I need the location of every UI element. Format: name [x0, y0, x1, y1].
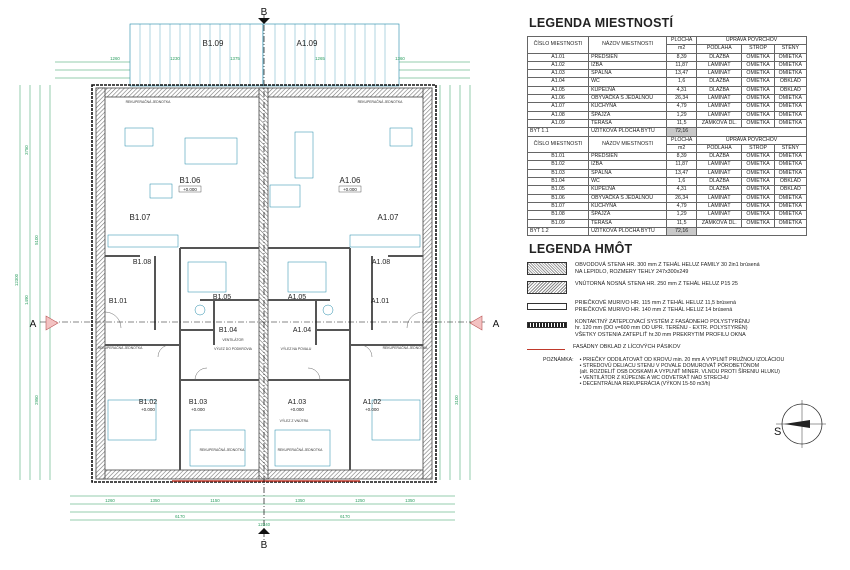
table-cell: OMIETKA: [774, 219, 806, 227]
dim-side: 5100: [34, 235, 39, 245]
compass-label: S: [774, 426, 782, 438]
dim-side: 3100: [454, 395, 459, 405]
table-cell: IZBA: [589, 161, 667, 169]
section-mark-a-right: A: [492, 319, 500, 330]
cladding-swatch: [527, 349, 565, 350]
dim-bottom-total: 6170: [340, 514, 350, 519]
dim-side: 2950: [34, 395, 39, 405]
table-cell: ÚPRAVA POVRCHOV: [697, 136, 807, 144]
table-cell: OMIETKA: [742, 169, 774, 177]
table-cell: OMIETKA: [742, 219, 774, 227]
table-cell: LAMINÁT: [697, 194, 742, 202]
table-cell: 1,29: [667, 111, 697, 119]
dim-top: 1260: [110, 56, 120, 61]
table-row: [528, 186, 807, 194]
table-cell: NÁZOV MIESTNOSTI: [589, 37, 667, 54]
table-cell: OMIETKA: [742, 119, 774, 127]
table-row: [528, 86, 807, 94]
room-label: A1.01: [370, 298, 390, 305]
table-cell: LAMINÁT: [697, 111, 742, 119]
dim-top: 1265: [315, 56, 325, 61]
legend-panel: [527, 10, 842, 388]
plan-note: VENTILÁTOR: [222, 338, 244, 342]
dim-bottom: 1350: [295, 498, 305, 503]
table-total-row: [528, 227, 807, 235]
room-label: B1.06: [179, 176, 201, 185]
materials-legend-title: LEGENDA HMÔT: [529, 242, 633, 257]
table-cell: OMIETKA: [742, 186, 774, 194]
dim-bottom: 1260: [105, 498, 115, 503]
table-cell: OMIETKA: [774, 119, 806, 127]
note-item: • VENTILÁTOR Z KÚPEĽNE A WC ODVETRAŤ NAD STRECHU: [579, 375, 729, 382]
insulation-swatch: [527, 322, 567, 328]
table-cell: WC: [589, 78, 667, 86]
table-cell: OMIETKA: [742, 95, 774, 103]
room-label: A1.09: [296, 39, 318, 48]
table-row: [528, 178, 807, 186]
table-cell: ČÍSLO MIESTNOSTI: [528, 37, 589, 54]
room-level: +0.000: [183, 187, 197, 192]
table-cell: 11,87: [667, 161, 697, 169]
table-cell: ŠPAJZA: [589, 111, 667, 119]
table-cell: OMIETKA: [774, 169, 806, 177]
material-row: [527, 300, 842, 313]
table-cell: ZÁMKOVÁ DL.: [697, 119, 742, 127]
note-text: STREDOVÚ DELIACU STENU V POVALE DOMUROVAŤ PÓROBETÓNOM (alt. ROZDELIŤ OSB DOSKAMI A VYPLNIŤ MINER. VLNOU PROTI ŠÍRENIU HLUKU): [579, 362, 780, 375]
table-cell: 4,79: [667, 202, 697, 210]
table-cell: 26,34: [667, 95, 697, 103]
table-cell: OMIETKA: [774, 103, 806, 111]
section-mark-a-left: A: [29, 319, 37, 330]
dim-bottom: 1250: [355, 498, 365, 503]
table-cell: ZÁMKOVÁ DL.: [697, 219, 742, 227]
table-cell: LAMINÁT: [697, 202, 742, 210]
room-label: A1.07: [377, 213, 399, 222]
table-cell: OMIETKA: [774, 111, 806, 119]
table-cell: OMIETKA: [742, 211, 774, 219]
plan-note: REKUPERAČNÁ JEDNOTKA: [382, 346, 428, 350]
table-row: [528, 95, 807, 103]
table-cell: LAMINÁT: [697, 70, 742, 78]
room-label: A1.04: [292, 327, 312, 334]
table-cell: ÚPRAVA POVRCHOV: [697, 37, 807, 45]
exterior-wall-swatch: [527, 262, 567, 275]
notes-list: [580, 357, 785, 388]
table-cell: A1.02: [528, 61, 589, 69]
table-cell: 1,6: [667, 78, 697, 86]
plan-note: VÝLEZ DO PODKROVIA: [214, 347, 252, 351]
note-text: VENTILÁTOR Z KÚPEĽNE A WC ODVETRAŤ NAD STRECHU: [582, 375, 729, 382]
note-text: DECENTRÁLNA REKUPERÁCIA (VÝKON 15-50 m3/h): [582, 381, 711, 388]
table-cell: KÚPEĽŇA: [589, 86, 667, 94]
compass-needle: [784, 420, 810, 428]
table-cell: B1.05: [528, 186, 589, 194]
table-cell: KÚPEĽŇA: [589, 186, 667, 194]
table-cell: 4,31: [667, 86, 697, 94]
table-row: [528, 119, 807, 127]
table-header-row: [528, 136, 807, 144]
material-row: [527, 262, 842, 275]
table-cell: OBÝVAČKA S JEDÁLŇOU: [589, 95, 667, 103]
table-cell: ŠPAJZA: [589, 211, 667, 219]
table-cell: PREDSIEŇ: [589, 153, 667, 161]
table-cell: LAMINÁT: [697, 211, 742, 219]
material-text: KONTAKTNÝ ZATEPĽOVACÍ SYSTÉM Z FASÁDNEHO POLYSTYRÉNU hr. 120 mm (DO v=600 mm OD UPR. TERÉNU - EXTR. POLYSTYRÉN) VŠETKY OSTENIA ZATEPLIŤ hr.30 mm PREKRYTIM PROFILU OKNA: [575, 318, 750, 338]
table-cell: OMIETKA: [774, 70, 806, 78]
table-row: [528, 78, 807, 86]
dim-bottom: 1150: [210, 498, 220, 503]
table-cell: IZBA: [589, 61, 667, 69]
table-cell: 1,29: [667, 211, 697, 219]
table-cell: LAMINÁT: [697, 95, 742, 103]
table-row: [528, 219, 807, 227]
dim-side: 12300: [14, 273, 19, 287]
room-label: A1.03: [287, 399, 307, 406]
table-row: [528, 103, 807, 111]
table-cell: 1,6: [667, 178, 697, 186]
table-cell: OMIETKA: [742, 53, 774, 61]
table-cell: 26,34: [667, 194, 697, 202]
table-cell: PLOCHA: [667, 136, 697, 144]
table-cell: A1.04: [528, 78, 589, 86]
table-cell: STENY: [774, 144, 806, 152]
rooms-legend-title: LEGENDA MIESTNOSTÍ: [529, 16, 674, 30]
load-wall-swatch: [527, 281, 567, 294]
note-item: • STREDOVÚ DELIACU STENU V POVALE DOMUROVAŤ PÓROBETÓNOM (alt. ROZDELIŤ OSB DOSKAMI A VYPLNIŤ MINER. VLNOU PROTI ŠÍRENIU HLUKU): [579, 362, 780, 375]
table-cell: 8,39: [667, 153, 697, 161]
table-cell: 72,16: [667, 227, 697, 235]
table-cell: [697, 128, 807, 136]
room-label: A1.05: [287, 294, 307, 301]
table-cell: A1.05: [528, 86, 589, 94]
table-cell: OMIETKA: [742, 111, 774, 119]
room-label: B1.01: [108, 298, 128, 305]
dim-bottom: 1350: [405, 498, 415, 503]
room-label: A1.02: [362, 399, 382, 406]
table-cell: m2: [667, 144, 697, 152]
room-label: B1.09: [202, 39, 224, 48]
plan-note: REKUPERAČNÁ JEDNOTKA: [125, 100, 171, 104]
section-mark-b-top: B: [260, 7, 268, 18]
table-row: [528, 53, 807, 61]
rooms-table: [527, 36, 807, 236]
table-cell: 8,39: [667, 53, 697, 61]
table-cell: OMIETKA: [742, 103, 774, 111]
material-text: FASÁDNY OBKLAD Z LÍCOVÝCH PÁSIKOV: [573, 344, 681, 351]
table-cell: B1.06: [528, 194, 589, 202]
table-cell: DLAŽBA: [697, 86, 742, 94]
plan-note: VÝLEZ NA POVALU: [280, 347, 312, 351]
table-cell: B1.03: [528, 169, 589, 177]
room-label: B1.02: [138, 399, 158, 406]
dim-top: 1360: [395, 56, 405, 61]
table-cell: 11,5: [667, 219, 697, 227]
table-header-row: [528, 37, 807, 45]
table-cell: [697, 227, 807, 235]
table-cell: ČÍSLO MIESTNOSTI: [528, 136, 589, 153]
table-cell: OMIETKA: [742, 178, 774, 186]
table-cell: TERASA: [589, 219, 667, 227]
table-cell: STENY: [774, 45, 806, 53]
table-cell: OBKLAD: [774, 86, 806, 94]
table-cell: PREDSIEŇ: [589, 53, 667, 61]
room-label: B1.03: [188, 399, 208, 406]
table-cell: DLAŽBA: [697, 186, 742, 194]
room-label: B1.05: [212, 294, 232, 301]
dim-top: 1375: [230, 56, 240, 61]
north-arrow: [770, 398, 830, 463]
table-cell: BYT 1.1: [528, 128, 589, 136]
table-cell: B1.01: [528, 153, 589, 161]
material-text: VNÚTORNÁ NOSNÁ STENA HR. 250 mm Z TEHÁL HELUZ P15 25: [575, 281, 738, 288]
table-cell: OMIETKA: [774, 53, 806, 61]
table-cell: DLAŽBA: [697, 78, 742, 86]
terrace-a: [263, 24, 399, 86]
material-row: [527, 344, 842, 350]
room-level: +0.000: [141, 407, 155, 412]
table-cell: 13,47: [667, 70, 697, 78]
table-cell: TERASA: [589, 119, 667, 127]
table-cell: DLAŽBA: [697, 153, 742, 161]
table-cell: A1.07: [528, 103, 589, 111]
table-cell: OMIETKA: [742, 78, 774, 86]
table-cell: OMIETKA: [774, 95, 806, 103]
table-cell: OMIETKA: [774, 194, 806, 202]
plan-note: REKUPERAČNÁ JEDNOTKA: [277, 448, 323, 452]
dim-side: 3750: [24, 145, 29, 155]
table-row: [528, 153, 807, 161]
notes-title: POZNÁMKA:: [543, 356, 574, 363]
table-cell: DLAŽBA: [697, 178, 742, 186]
table-cell: NÁZOV MIESTNOSTI: [589, 136, 667, 153]
room-label: B1.07: [129, 213, 151, 222]
room-label: A1.08: [371, 259, 391, 266]
room-label: A1.06: [339, 176, 361, 185]
table-cell: 4,31: [667, 186, 697, 194]
plan-note: VÝLEZ Z VNÚTRA: [279, 419, 309, 423]
table-cell: B1.02: [528, 161, 589, 169]
table-row: [528, 111, 807, 119]
table-cell: OBKLAD: [774, 78, 806, 86]
section-arrow-b-top: [258, 18, 270, 24]
section-arrow-b-bottom: [258, 528, 270, 534]
room-label: B1.08: [132, 259, 152, 266]
table-cell: LAMINÁT: [697, 169, 742, 177]
table-cell: 11,5: [667, 119, 697, 127]
table-cell: B1.07: [528, 202, 589, 210]
table-cell: OMIETKA: [774, 202, 806, 210]
material-text: OBVODOVÁ STENA HR. 300 mm Z TEHÁL HELUZ FAMILY 30 2in1 brúsená NA LEPIDLO, ROZMERY TEHLY 247x300x249: [575, 262, 760, 275]
material-text: PRIEČKOVÉ MURIVO HR. 115 mm Z TEHÁL HELUZ 11,5 brúsená PRIEČKOVÉ MURIVO HR. 140 mm Z TEHÁL HELUZ 14 brúsená: [575, 300, 736, 313]
table-cell: OMIETKA: [774, 161, 806, 169]
table-cell: DLAŽBA: [697, 53, 742, 61]
table-cell: OBKLAD: [774, 178, 806, 186]
table-cell: SPÁLŇA: [589, 169, 667, 177]
table-cell: OMIETKA: [742, 153, 774, 161]
table-row: [528, 169, 807, 177]
table-row: [528, 161, 807, 169]
table-cell: A1.03: [528, 70, 589, 78]
table-row: [528, 194, 807, 202]
room-level: +0.000: [365, 407, 379, 412]
dim-bottom: 1350: [150, 498, 160, 503]
table-row: [528, 202, 807, 210]
table-cell: B1.08: [528, 211, 589, 219]
table-cell: OMIETKA: [774, 61, 806, 69]
plan-note: REKUPERAČNÁ JEDNOTKA: [97, 346, 143, 350]
table-cell: OMIETKA: [742, 86, 774, 94]
table-cell: PODLAHA: [697, 144, 742, 152]
table-row: [528, 211, 807, 219]
partition-swatch: [527, 303, 567, 310]
room-level: +0.000: [343, 187, 357, 192]
table-cell: 13,47: [667, 169, 697, 177]
dim-top: 1230: [170, 56, 180, 61]
table-cell: ÚŽITKOVÁ PLOCHA BYTU: [589, 128, 667, 136]
table-cell: B1.04: [528, 178, 589, 186]
table-cell: A1.06: [528, 95, 589, 103]
table-cell: OMIETKA: [774, 153, 806, 161]
table-cell: LAMINÁT: [697, 103, 742, 111]
notes-block: [543, 357, 842, 388]
table-cell: OMIETKA: [742, 61, 774, 69]
table-row: [528, 70, 807, 78]
dim-side: 1490: [24, 295, 29, 305]
table-cell: KUCHYŇA: [589, 103, 667, 111]
table-cell: SPÁLŇA: [589, 70, 667, 78]
table-cell: ÚŽITKOVÁ PLOCHA BYTU: [589, 227, 667, 235]
dim-bottom-total: 6170: [175, 514, 185, 519]
table-cell: LAMINÁT: [697, 61, 742, 69]
note-item: • DECENTRÁLNA REKUPERÁCIA (VÝKON 15-50 m3/h): [579, 381, 711, 388]
table-cell: OMIETKA: [742, 202, 774, 210]
table-cell: A1.01: [528, 53, 589, 61]
table-cell: STROP: [742, 45, 774, 53]
material-row: [527, 319, 842, 338]
table-cell: A1.09: [528, 119, 589, 127]
table-cell: KUCHYŇA: [589, 202, 667, 210]
table-cell: PLOCHA: [667, 37, 697, 45]
table-cell: PODLAHA: [697, 45, 742, 53]
note-text: PRIEČKY ODDILATOVAŤ OD KROVU min. 20 mm A VYPLNIŤ PRUŽNOU IZOLÁCIOU: [582, 356, 785, 363]
table-row: [528, 61, 807, 69]
room-level: +0.000: [191, 407, 205, 412]
party-wall: [259, 88, 268, 479]
table-cell: OBKLAD: [774, 186, 806, 194]
table-cell: m2: [667, 45, 697, 53]
section-mark-b-bottom: B: [260, 540, 268, 551]
table-cell: 72,16: [667, 128, 697, 136]
table-cell: OBÝVAČKA S JEDÁLŇOU: [589, 194, 667, 202]
section-arrow-a-left: [46, 316, 58, 330]
table-cell: OMIETKA: [742, 70, 774, 78]
plan-note: REKUPERAČNÁ JEDNOTKA: [357, 100, 403, 104]
table-cell: 11,87: [667, 61, 697, 69]
table-cell: 4,79: [667, 103, 697, 111]
table-cell: BYT 1.2: [528, 227, 589, 235]
table-cell: B1.09: [528, 219, 589, 227]
table-cell: WC: [589, 178, 667, 186]
table-cell: STROP: [742, 144, 774, 152]
section-arrow-a-right: [470, 316, 482, 330]
dim-overall: 12340: [257, 522, 271, 527]
table-cell: OMIETKA: [742, 194, 774, 202]
material-row: [527, 281, 842, 294]
table-total-row: [528, 128, 807, 136]
table-cell: OMIETKA: [742, 161, 774, 169]
table-cell: LAMINÁT: [697, 161, 742, 169]
note-item: • PRIEČKY ODDILATOVAŤ OD KROVU min. 20 mm A VYPLNIŤ PRUŽNOU IZOLÁCIOU: [579, 356, 785, 363]
table-cell: OMIETKA: [774, 211, 806, 219]
table-cell: A1.08: [528, 111, 589, 119]
room-label: B1.04: [218, 327, 238, 334]
room-level: +0.000: [290, 407, 304, 412]
plan-note: REKUPERAČNÁ JEDNOTKA: [199, 448, 245, 452]
